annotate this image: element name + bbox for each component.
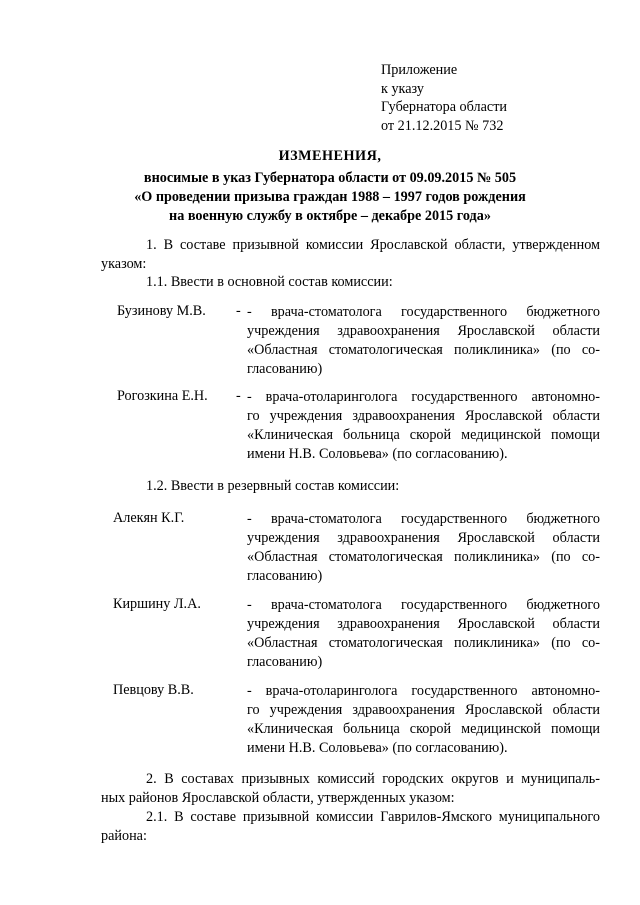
subsection-1-2: 1.2. Ввести в резервный состав комиссии:	[146, 478, 400, 494]
member-description: - врача-стоматолога государственного бюджетного учреждения здравоохранения Ярославской области «Областная стоматологическая поликлиника» (по со- гласованию)	[247, 304, 600, 377]
member-name: Рогозкина Е.Н.	[117, 388, 208, 404]
title-line: вносимые в указ Губернатора области от 09.09.2015 № 505	[143, 170, 517, 186]
member-description: - врача-стоматолога государственного бюджетного учреждения здравоохранения Ярославской области «Областная стоматологическая поликлиника» (по со- гласованию)	[247, 597, 600, 670]
member-name: Певцову В.В.	[113, 682, 194, 698]
member-name: Киршину Л.А.	[113, 596, 201, 612]
section1-paragraph: 1. В составе призывной комиссии Ярославской области, утвержденном	[146, 237, 600, 253]
member-name: Алекян К.Г.	[113, 510, 185, 526]
section2-paragraph-cont: ных районов Ярославской области, утвержденных указом:	[101, 790, 455, 806]
appendix-block	[381, 61, 507, 135]
subsection-1-1: 1.1. Ввести в основной состав комиссии:	[146, 274, 393, 290]
member-description: - врача-отоларинголога государственного автономно- го учреждения здравоохранения Ярославской области «Клиническая больница скорой медицинской помощи имени Н.В. Соловьева» (по согласованию).	[247, 683, 600, 756]
appendix-line: Губернатора области	[381, 99, 507, 115]
member-dash: -	[236, 388, 241, 404]
subsection-2-1-cont: района:	[101, 828, 147, 844]
document-title	[60, 147, 600, 226]
member-dash: -	[236, 303, 241, 319]
appendix-line: от 21.12.2015 № 732	[381, 117, 504, 134]
title-heading: ИЗМЕНЕНИЯ,	[278, 148, 382, 164]
member-description: - врача-стоматолога государственного бюджетного учреждения здравоохранения Ярославской области «Областная стоматологическая поликлиника» (по со- гласованию)	[247, 511, 600, 584]
title-line: «О проведении призыва граждан 1988 – 1997 годов рождения	[134, 189, 526, 205]
appendix-line: Приложение	[381, 62, 458, 78]
title-line: на военную службу в октябре – декабре 2015 года»	[169, 208, 491, 224]
section2-paragraph: 2. В составах призывных комиссий городских округов и муниципаль-	[146, 771, 600, 787]
section1-paragraph-cont: указом:	[101, 256, 147, 272]
member-description: - врача-отоларинголога государственного автономно- го учреждения здравоохранения Ярославской области «Клиническая больница скорой медицинской помощи имени Н.В. Соловьева» (по согласованию).	[247, 389, 600, 462]
subsection-2-1: 2.1. В составе призывной комиссии Гаврилов-Ямского муниципального	[146, 809, 600, 825]
appendix-line: к указу	[381, 80, 424, 97]
member-name: Бузинову М.В.	[117, 303, 206, 319]
